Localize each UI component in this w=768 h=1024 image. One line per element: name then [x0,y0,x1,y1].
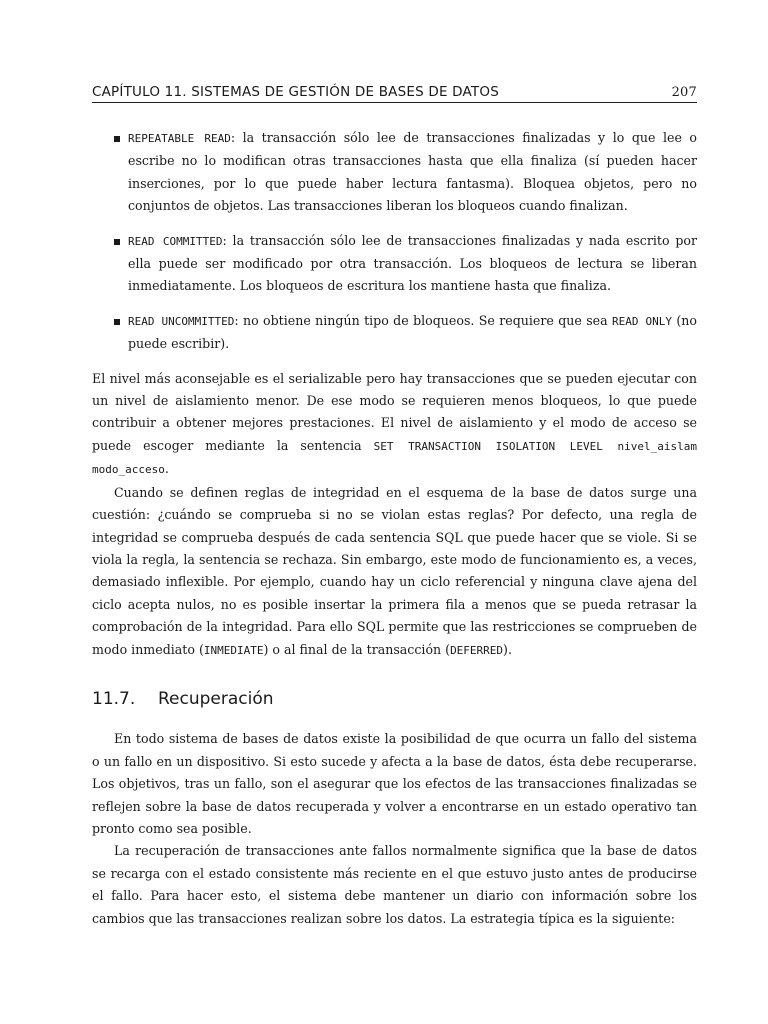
body-content [92,127,697,930]
square-bullet-icon [114,239,120,245]
list-item-read-committed [92,230,697,298]
code-term: INMEDIATE [203,643,264,657]
document-page [92,84,697,930]
code-statement: SET TRANSACTION ISOLATION LEVEL nivel_aislam modo_acceso [92,439,697,477]
list-item-repeatable-read [92,127,697,218]
paragraph-text: ) o al final de la transacción ( [263,641,451,657]
item-text: : la transacción sólo lee de transacciones finalizadas y nada escrito por ella puede ser modificado por otra transacción. Los bloqueos de lectura se liberan inmediatamente. Los bloqueos de escritura los mantiene hasta que finaliza. [128,232,697,294]
paragraph [92,368,697,482]
paragraph: La recuperación de transacciones ante fallos normalmente significa que la base de datos se recarga con el estado consistente más reciente en el que estuvo justo antes de producirse el fallo. Para hacer esto, el sistema debe mantener un diario con información sobre los cambios que las transacciones realizan sobre los datos. La estrategia típica es la siguiente: [92,843,697,926]
isolation-level-list [92,127,697,356]
item-text: : la transacción sólo lee de transacciones finalizadas y lo que lee o escribe no lo modifican otras transacciones hasta que ella finaliza (sí pueden hacer inserciones, por lo que puede haber lectura fantasma). Bloquea objetos, pero no conjuntos de objetos. Las transacciones liberan los bloqueos cuando finalizan. [128,130,697,214]
code-term: DEFERRED [450,643,504,657]
square-bullet-icon [114,136,120,142]
chapter-title: CAPÍTULO 11. SISTEMAS DE GESTIÓN DE BASES DE DATOS [92,84,499,100]
item-text: (no puede escribir). [128,312,697,352]
paragraph-text: . [164,461,169,477]
code-term: READ COMMITTED [128,234,223,248]
section-heading [92,688,697,710]
running-header [92,84,697,103]
paragraph-text: El nivel más aconsejable es el serializable pero hay transacciones que se pueden ejecutar con un nivel de aislamiento menor. De ese modo se requieren menos bloqueos, lo que puede contribuir a obtener mejores prestaciones. El nivel de aislamiento y el modo de acceso se puede escoger mediante la sentencia [92,370,697,453]
code-term: REPEATABLE READ [128,132,231,145]
section-title: Recuperación [158,688,274,709]
paragraph-text: ). [503,641,512,657]
code-term: READ ONLY [612,314,673,328]
list-item-read-uncommitted [92,310,697,356]
square-bullet-icon [114,319,120,325]
page-number: 207 [671,85,697,100]
paragraph: En todo sistema de bases de datos existe la posibilidad de que ocurra un fallo del sistema o un fallo en un dispositivo. Si esto sucede y afecta a la base de datos, ésta debe recuperarse. Los objetivos, tras un fallo, son el asegurar que los efectos de las transacciones finalizadas se reflejen sobre la base de datos recuperada y volver a encontrarse en un estado operativo tan pronto como sea posible. [92,731,697,836]
section-number: 11.7. [92,688,136,709]
paragraph-text: Cuando se definen reglas de integridad en el esquema de la base de datos surge una cuestión: ¿cuándo se comprueba si no se violan estas reglas? Por defecto, una regla de integridad se comprueba después de cada sentencia SQL que puede hacer que se viole. Si se viola la regla, la sentencia se rechaza. Sin embargo, este modo de funcionamiento es, a veces, demasiado inflexible. Por ejemplo, cuando hay un ciclo referencial y ninguna clave ajena del ciclo acepta nulos, no es posible insertar la primera fila a menos que se pueda retrasar la comprobación de la integridad. Para ello SQL permite que las restricciones se comprueben de modo inmediato ( [92,484,697,657]
paragraph [92,482,697,662]
code-term: READ UNCOMMITTED [128,314,235,328]
item-text: : no obtiene ningún tipo de bloqueos. Se requiere que sea [234,312,613,328]
